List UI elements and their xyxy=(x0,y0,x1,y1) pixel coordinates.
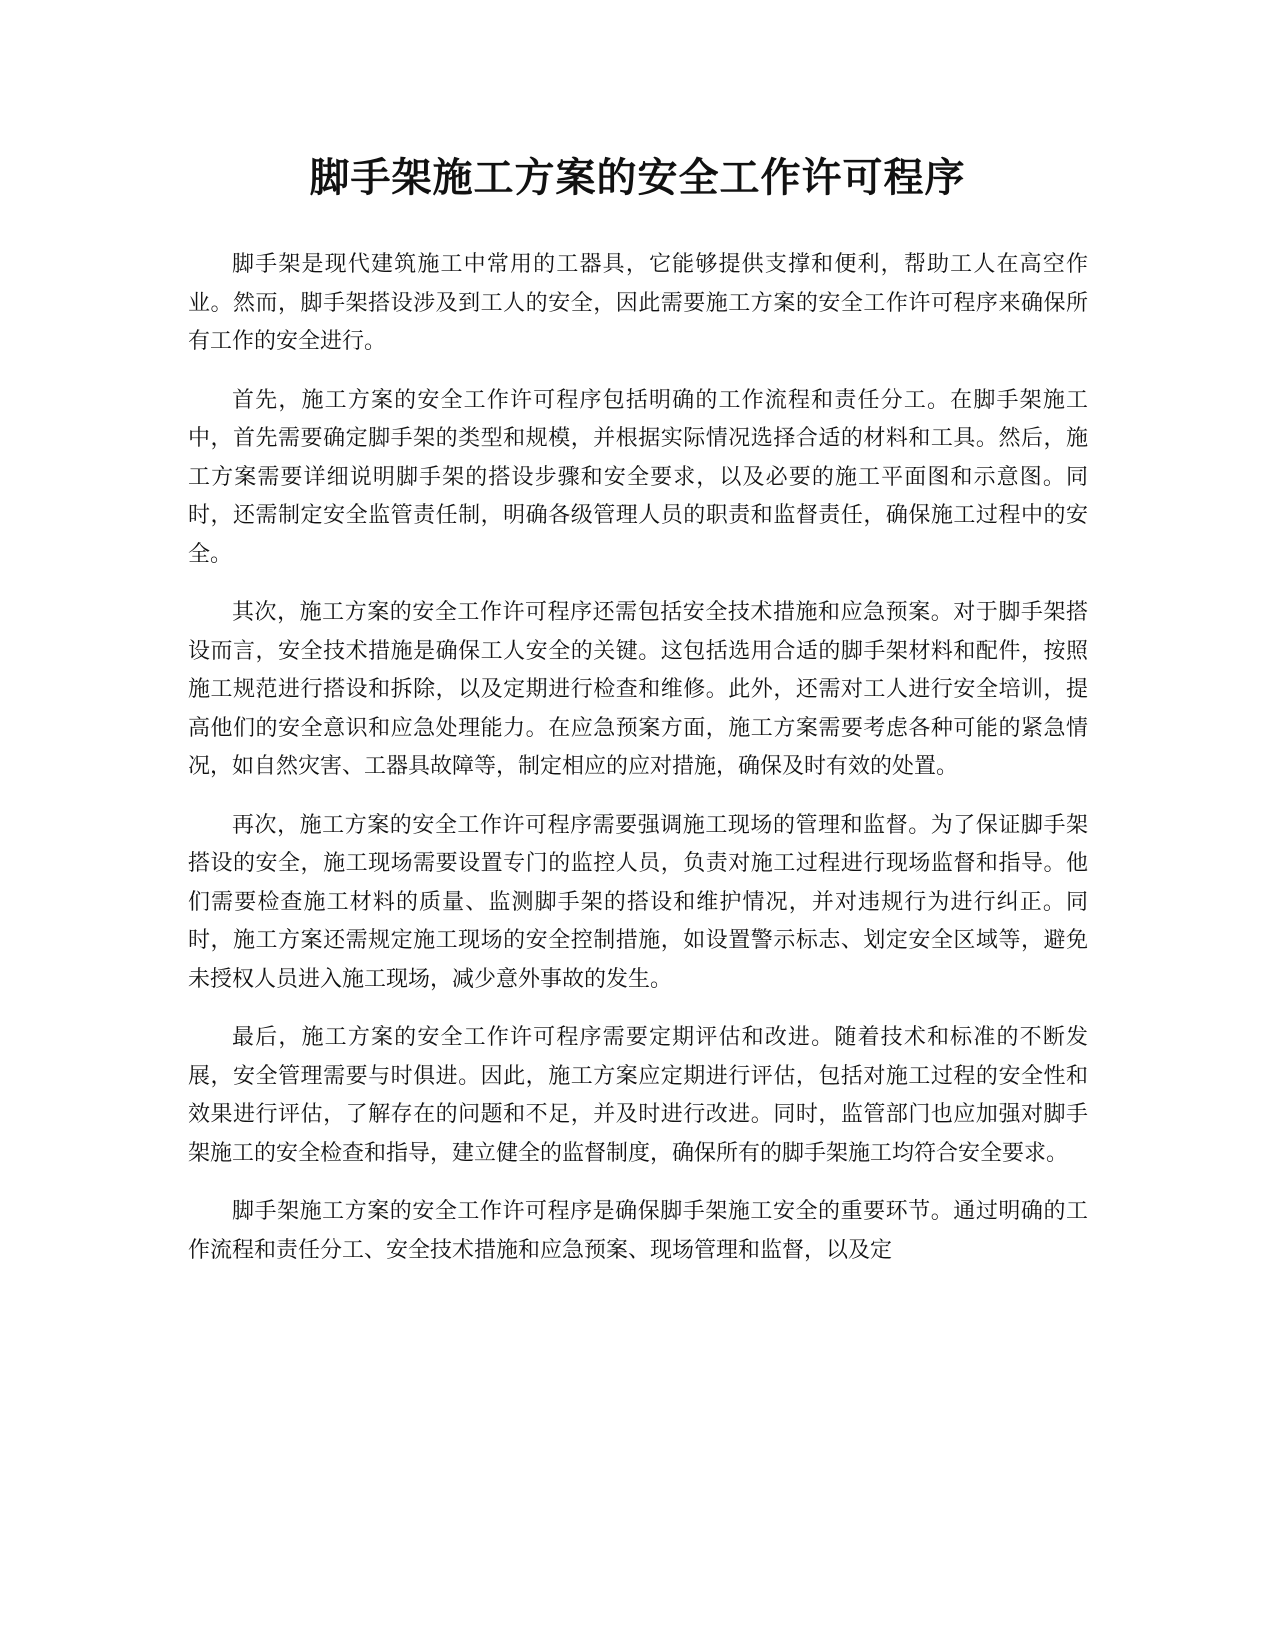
paragraph-first: 首先，施工方案的安全工作许可程序包括明确的工作流程和责任分工。在脚手架施工中，首先需要确定脚手架的类型和规模，并根据实际情况选择合适的材料和工具。然后，施工方案需要详细说明脚手架的搭设步骤和安全要求，以及必要的施工平面图和示意图。同时，还需制定安全监管责任制，明确各级管理人员的职责和监督责任，确保施工过程中的安全。 xyxy=(188,387,1088,567)
paragraph-intro: 脚手架是现代建筑施工中常用的工器具，它能够提供支撑和便利，帮助工人在高空作业。然而，脚手架搭设涉及到工人的安全，因此需要施工方案的安全工作许可程序来确保所有工作的安全进行。 xyxy=(188,252,1088,354)
paragraph-fourth: 最后，施工方案的安全工作许可程序需要定期评估和改进。随着技术和标准的不断发展，安全管理需要与时俱进。因此，施工方案应定期进行评估，包括对施工过程的安全性和效果进行评估，了解存在的问题和不足，并及时进行改进。同时，监管部门也应加强对脚手架施工的安全检查和指导，建立健全的监督制度，确保所有的脚手架施工均符合安全要求。 xyxy=(188,1025,1088,1166)
document-title: 脚手架施工方案的安全工作许可程序 xyxy=(309,155,966,201)
document-body xyxy=(188,246,1088,1290)
paragraph-second: 其次，施工方案的安全工作许可程序还需包括安全技术措施和应急预案。对于脚手架搭设而言，安全技术措施是确保工人安全的关键。这包括选用合适的脚手架材料和配件，按照施工规范进行搭设和拆除，以及定期进行检查和维修。此外，还需对工人进行安全培训，提高他们的安全意识和应急处理能力。在应急预案方面，施工方案需要考虑各种可能的紧急情况，如自然灾害、工器具故障等，制定相应的应对措施，确保及时有效的处置。 xyxy=(188,600,1088,779)
paragraph-third: 再次，施工方案的安全工作许可程序需要强调施工现场的管理和监督。为了保证脚手架搭设的安全，施工现场需要设置专门的监控人员，负责对施工过程进行现场监督和指导。他们需要检查施工材料的质量、监测脚手架的搭设和维护情况，并对违规行为进行纠正。同时，施工方案还需规定施工现场的安全控制措施，如设置警示标志、划定安全区域等，避免未授权人员进入施工现场，减少意外事故的发生。 xyxy=(188,812,1088,992)
paragraph-conclusion: 脚手架施工方案的安全工作许可程序是确保脚手架施工安全的重要环节。通过明确的工作流程和责任分工、安全技术措施和应急预案、现场管理和监督，以及定 xyxy=(188,1199,1088,1263)
